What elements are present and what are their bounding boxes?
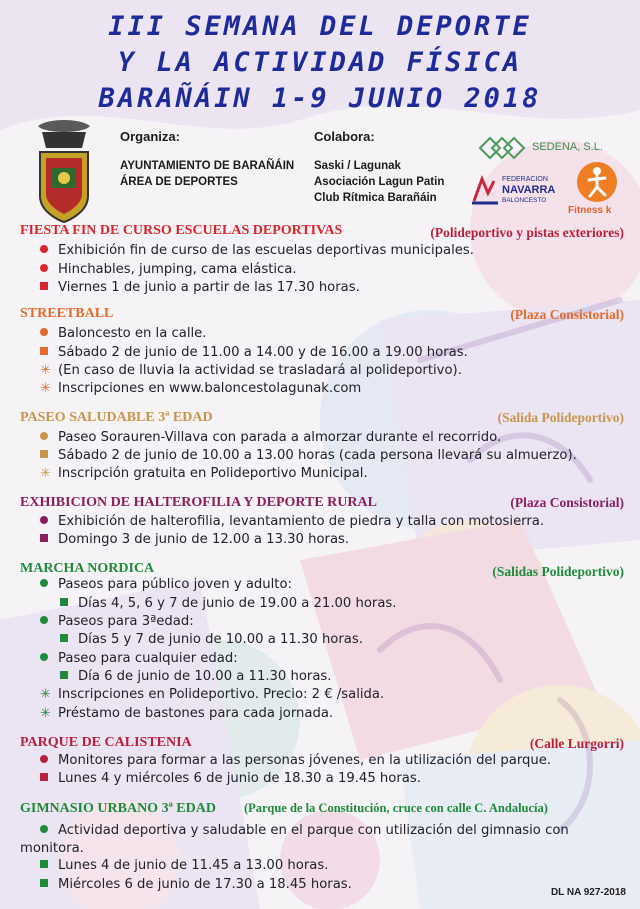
section-title-halterofilia: EXHIBICION DE HALTEROFILIA Y DEPORTE RURAL: [20, 495, 377, 510]
bullet-dot-icon: [40, 579, 48, 587]
section-location-fiesta: (Polideportivo y pistas exteriores): [430, 225, 624, 240]
bullet-dot-icon: [40, 328, 48, 336]
municipal-crest-icon: [28, 118, 100, 224]
list-item: Lunes 4 y miércoles 6 de junio de 18.30 a 19.45 horas.: [40, 771, 421, 786]
list-item: Lunes 4 de junio de 11.45 a 13.00 horas.: [40, 858, 328, 873]
list-item: ✳ Inscripciones en www.baloncestolagunak.com: [40, 381, 362, 396]
list-item: Hinchables, jumping, cama elástica.: [40, 262, 297, 277]
section-location-paseo: (Salida Polideportivo): [497, 410, 624, 425]
bullet-dot-icon: [40, 616, 48, 624]
bullet-asterisk-icon: ✳: [40, 363, 51, 378]
sedena-logo-icon: [478, 133, 528, 163]
bullet-dot-icon: [40, 755, 48, 763]
bullet-dot-icon: [40, 264, 48, 272]
bullet-dot-icon: [40, 432, 48, 440]
title-line-3: BARAÑÁIN 1-9 JUNIO 2018: [98, 83, 542, 114]
list-item: Sábado 2 de junio de 10.00 a 13.00 horas (cada persona llevará su almuerzo).: [40, 448, 577, 463]
list-item: ✳ (En caso de lluvia la actividad se trasladará al polideportivo).: [40, 363, 462, 378]
colabora-heading: Colabora:: [314, 129, 375, 144]
list-item: Paseo Sorauren-Villava con parada a almorzar durante el recorrido.: [40, 430, 501, 445]
federacion-line-2: NAVARRA: [502, 184, 556, 196]
list-item: Miércoles 6 de junio de 17.30 a 18.45 horas.: [40, 877, 352, 892]
section-title-marcha: MARCHA NORDICA: [20, 561, 155, 576]
legal-deposit: DL NA 927-2018: [550, 887, 626, 898]
list-item: Exhibición fin de curso de las escuelas deportivas municipales.: [40, 243, 474, 258]
list-item: monitora.: [20, 841, 84, 856]
colabora-line-3: Club Rítmica Barañáin: [314, 192, 437, 204]
colabora-line-2: Asociación Lagun Patin: [314, 176, 445, 188]
section-title-paseo: PASEO SALUDABLE 3ª EDAD: [20, 410, 213, 425]
section-title-gimnasio: GIMNASIO URBANO 3ª EDAD: [20, 801, 216, 816]
section-location-marcha: (Salidas Polideportivo): [492, 564, 624, 579]
bullet-asterisk-icon: ✳: [40, 381, 51, 396]
bullet-dot-icon: [40, 516, 48, 524]
list-item: Paseos para público joven y adulto:: [40, 577, 292, 592]
list-item: Paseos para 3ªedad:: [40, 614, 194, 629]
list-item: ✳ Inscripción gratuita en Polideportivo Municipal.: [40, 466, 368, 481]
title-line-2: Y LA ACTIVIDAD FÍSICA: [117, 47, 523, 78]
list-item: Domingo 3 de junio de 12.00 a 13.30 horas.: [40, 532, 349, 547]
organiza-line-2: ÁREA DE DEPORTES: [120, 176, 238, 188]
section-title-streetball: STREETBALL: [20, 306, 114, 321]
list-item: Días 5 y 7 de junio de 10.00 a 11.30 horas.: [60, 632, 363, 647]
sedena-logo-text: SEDENA, S.L.: [532, 141, 603, 153]
list-item: Días 4, 5, 6 y 7 de junio de 19.00 a 21.00 horas.: [60, 596, 396, 611]
bullet-square-icon: [40, 879, 48, 887]
bullet-asterisk-icon: ✳: [40, 687, 51, 702]
section-location-streetball: (Plaza Consistorial): [510, 307, 624, 322]
bullet-asterisk-icon: ✳: [40, 706, 51, 721]
list-item: ✳ Inscripciones en Polideportivo. Precio: 2 € /salida.: [40, 687, 385, 702]
bullet-square-icon: [60, 671, 68, 679]
federacion-line-1: FEDERACION: [502, 176, 548, 183]
list-item: Monitores para formar a las personas jóvenes, en la utilización del parque.: [40, 753, 551, 768]
bullet-square-icon: [40, 347, 48, 355]
section-location-calistenia: (Calle Lurgorri): [529, 736, 624, 751]
fitness-logo-text: Fitness k: [568, 205, 612, 216]
section-title-fiesta: FIESTA FIN DE CURSO ESCUELAS DEPORTIVAS: [20, 223, 343, 238]
bullet-square-icon: [40, 773, 48, 781]
bullet-square-icon: [40, 282, 48, 290]
federacion-logo-icon: [470, 175, 500, 205]
bullet-square-icon: [60, 634, 68, 642]
organiza-heading: Organiza:: [120, 129, 180, 144]
bullet-asterisk-icon: ✳: [40, 466, 51, 481]
colabora-line-1: Saski / Lagunak: [314, 160, 401, 172]
bullet-square-icon: [40, 534, 48, 542]
bullet-dot-icon: [40, 245, 48, 253]
list-item: Paseo para cualquier edad:: [40, 651, 238, 666]
section-location-gimnasio: (Parque de la Constitución, cruce con calle C. Andalucía): [244, 801, 548, 815]
list-item: Día 6 de junio de 10.00 a 11.30 horas.: [60, 669, 332, 684]
organiza-line-1: AYUNTAMIENTO DE BARAÑÁIN: [120, 160, 295, 172]
federacion-line-3: BALONCESTO: [502, 197, 547, 204]
bullet-square-icon: [60, 598, 68, 606]
list-item: Sábado 2 de junio de 11.00 a 14.00 y de 16.00 a 19.00 horas.: [40, 345, 468, 360]
list-item: Actividad deportiva y saludable en el parque con utilización del gimnasio con: [40, 823, 569, 838]
bullet-dot-icon: [40, 653, 48, 661]
section-title-calistenia: PARQUE DE CALISTENIA: [20, 735, 192, 750]
section-location-halterofilia: (Plaza Consistorial): [510, 495, 624, 510]
list-item: ✳ Préstamo de bastones para cada jornada.: [40, 706, 334, 721]
bullet-square-icon: [40, 450, 48, 458]
fitness-logo-icon: [575, 160, 619, 204]
list-item: Exhibición de halterofilia, levantamiento de piedra y talla con motosierra.: [40, 514, 544, 529]
bullet-dot-icon: [40, 825, 48, 833]
bullet-square-icon: [40, 860, 48, 868]
list-item: Baloncesto en la calle.: [40, 326, 206, 341]
title-line-1: III SEMANA DEL DEPORTE: [108, 11, 532, 42]
list-item: Viernes 1 de junio a partir de las 17.30 horas.: [40, 280, 360, 295]
